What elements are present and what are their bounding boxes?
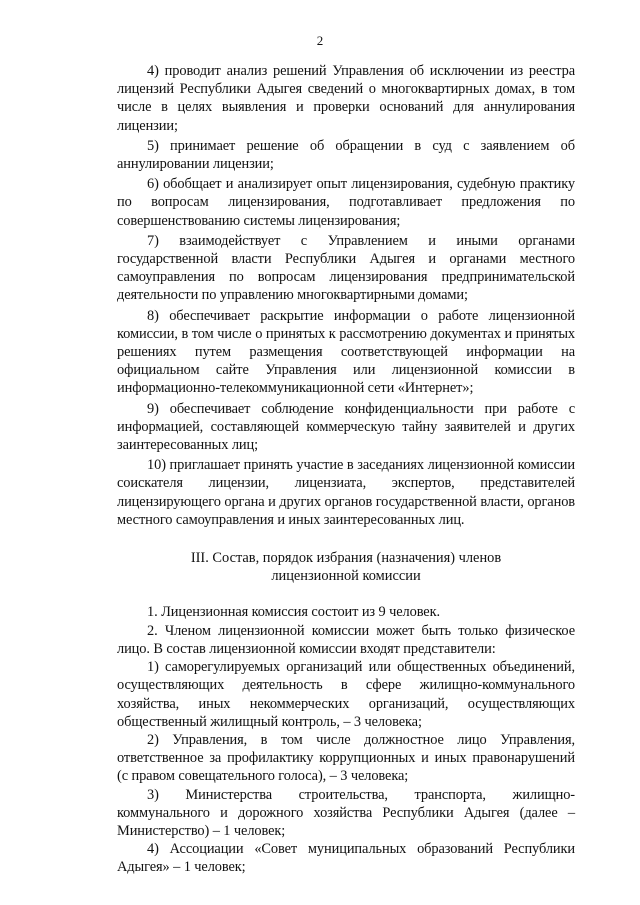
list-item: 1) саморегулируемых организаций или общественных объединений, осуществляющих деятельность в сфере жилищно-коммунального хозяйства, иных некоммерческих организаций, осуществляющих общественный жилищный контроль, – 3 человека; [117, 659, 575, 730]
list-item: 8) обеспечивает раскрытие информации о работе лицензионной комиссии, в том числе о принятых к рассмотрению документах и принятых решениях путем размещения соответствующей информации на официальном сайте Управления или лицензионной комиссии в информационно-телекоммуникационной сети «Интернет»; [117, 307, 575, 397]
list-item: 3) Министерства строительства, транспорта, жилищно-коммунального и дорожного хозяйства Республики Адыгея (далее – Министерство) – 1 человек; [117, 786, 575, 839]
document-body [117, 62, 575, 877]
list-item: 6) обобщает и анализирует опыт лицензирования, судебную практику по вопросам лицензирования, подготавливает предложения по совершенствованию системы лицензирования; [117, 176, 575, 229]
list-item: 5) принимает решение об обращении в суд с заявлением об аннулировании лицензии; [117, 137, 575, 173]
list-item: 4) Ассоциации «Совет муниципальных образований Республики Адыгея» – 1 человек; [117, 841, 575, 876]
section-heading-line2: лицензионной комиссии [271, 568, 421, 585]
list-item: 2) Управления, в том числе должностное лицо Управления, ответственное за профилактику коррупционных и иных правонарушений (с правом совещательного голоса), – 3 человека; [117, 731, 575, 785]
list-item: 2. Членом лицензионной комиссии может быть только физическое лицо. В состав лицензионной комиссии входят представители: [117, 622, 575, 657]
section-heading-line1: III. Состав, порядок избрания (назначения) членов [190, 550, 502, 567]
list-item: 1. Лицензионная комиссия состоит из 9 человек. [147, 604, 440, 621]
section-heading [117, 549, 575, 585]
list-item: 7) взаимодействует с Управлением и иными органами государственной власти Республики Адыгея и органами местного самоуправления по вопросам лицензирования предпринимательской деятельности по управлению многоквартирными домами; [117, 232, 575, 304]
list-item: 9) обеспечивает соблюдение конфиденциальности при работе с информацией, составляющей коммерческую тайну заявителей и других заинтересованных лиц; [117, 400, 575, 454]
list-item: 10) приглашает принять участие в заседаниях лицензионной комиссии соискателя лицензии, лицензиата, экспертов, представителей лицензирующего органа и других органов государственной власти, органов местного самоуправления и иных заинтересованных лиц. [117, 457, 575, 528]
page-number: 2 [316, 33, 324, 48]
list-item: 4) проводит анализ решений Управления об исключении из реестра лицензий Республики Адыгея сведений о многоквартирных домах, в том числе в целях выявления и проверки оснований для аннулирования лицензии; [117, 63, 575, 134]
